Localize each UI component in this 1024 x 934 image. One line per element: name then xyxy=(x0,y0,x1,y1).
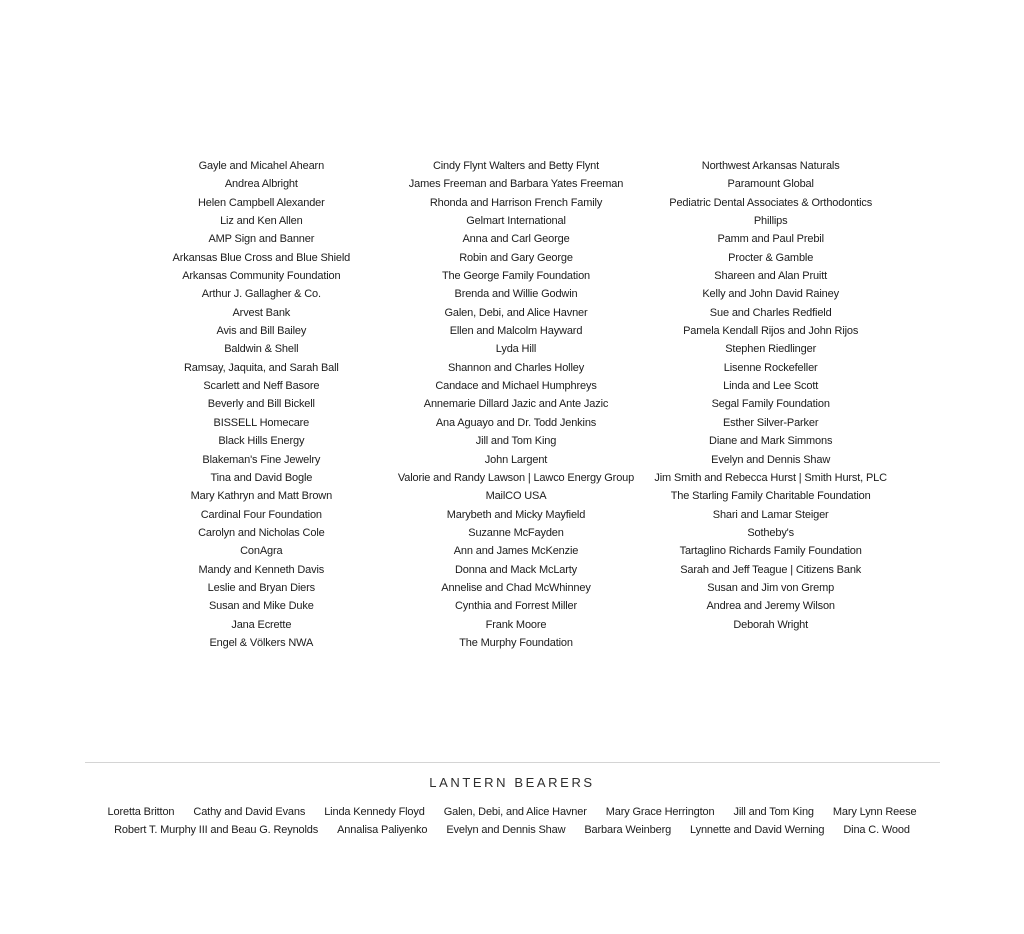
donor-name: Brenda and Willie Godwin xyxy=(454,288,578,301)
donor-name: Segal Family Foundation xyxy=(711,398,830,411)
donor-name: Scarlett and Neff Basore xyxy=(203,380,320,393)
lantern-bearer-name: Dina C. Wood xyxy=(843,824,910,837)
donor-name: Baldwin & Shell xyxy=(224,343,299,356)
donor-name: Gelmart International xyxy=(466,215,566,228)
donor-name: Suzanne McFayden xyxy=(468,526,564,539)
donor-name: The George Family Foundation xyxy=(441,270,591,283)
donor-column-3 xyxy=(643,157,898,652)
donor-name: Sarah and Jeff Teague | Citizens Bank xyxy=(680,563,862,576)
donor-name: MailCO USA xyxy=(485,490,547,503)
donor-name: Valorie and Randy Lawson | Lawco Energy Group xyxy=(397,471,635,484)
donor-name: The Starling Family Charitable Foundation xyxy=(670,490,871,503)
donor-name: Galen, Debi, and Alice Havner xyxy=(444,306,588,319)
donor-name: Stephen Riedlinger xyxy=(725,343,817,356)
donor-name: Candace and Michael Humphreys xyxy=(435,380,597,393)
donor-name: Gayle and Micahel Ahearn xyxy=(198,160,325,172)
donor-name: Jim Smith and Rebecca Hurst | Smith Hurst, PLC xyxy=(654,471,887,484)
donor-name: Carolyn and Nicholas Cole xyxy=(198,526,325,539)
section-divider xyxy=(85,762,940,763)
donor-name: AMP Sign and Banner xyxy=(208,233,315,246)
lantern-bearer-name: Linda Kennedy Floyd xyxy=(324,806,425,818)
donor-name: Susan and Mike Duke xyxy=(208,600,314,613)
donor-column-2 xyxy=(389,157,644,652)
donor-name: Marybeth and Micky Mayfield xyxy=(446,508,586,521)
donor-name: Lyda Hill xyxy=(495,343,537,356)
donor-name: Phillips xyxy=(753,215,788,228)
donor-name: Annelise and Chad McWhinney xyxy=(441,581,591,594)
donor-name: Arvest Bank xyxy=(232,306,291,319)
donor-name: Sotheby's xyxy=(747,526,794,539)
lantern-bearer-name: Robert T. Murphy III and Beau G. Reynolds xyxy=(114,824,319,837)
lantern-bearer-name: Evelyn and Dennis Shaw xyxy=(446,824,566,837)
donor-name: Beverly and Bill Bickell xyxy=(207,398,315,411)
donor-name: Mandy and Kenneth Davis xyxy=(198,563,325,576)
donor-name: Shari and Lamar Steiger xyxy=(712,508,829,521)
lantern-bearers-list xyxy=(0,803,1024,840)
donor-name: Ann and James McKenzie xyxy=(453,545,579,558)
donor-column-1 xyxy=(134,157,389,652)
donor-name: Deborah Wright xyxy=(733,618,809,631)
donor-name: Procter & Gamble xyxy=(728,251,814,264)
donor-name: Ana Aguayo and Dr. Todd Jenkins xyxy=(435,416,597,429)
donor-name: Sue and Charles Redfield xyxy=(709,306,832,319)
donor-name: Cardinal Four Foundation xyxy=(200,508,322,521)
donor-name: Robin and Gary George xyxy=(459,251,573,264)
donor-name: Jana Ecrette xyxy=(231,618,292,631)
donor-name: Black Hills Energy xyxy=(218,435,305,448)
lantern-bearer-name: Jill and Tom King xyxy=(733,806,814,818)
donor-name: Evelyn and Dennis Shaw xyxy=(711,453,831,466)
donor-name: Andrea Albright xyxy=(224,178,298,191)
donor-name: Pamela Kendall Rijos and John Rijos xyxy=(683,325,859,338)
donor-name: Lisenne Rockefeller xyxy=(723,361,818,374)
lantern-bearer-name: Annalisa Paliyenko xyxy=(337,824,428,837)
donor-name: Engel & Völkers NWA xyxy=(209,636,314,649)
donor-name: Mary Kathryn and Matt Brown xyxy=(190,490,333,503)
donor-name: Frank Moore xyxy=(485,618,547,631)
lantern-bearers-row-2 xyxy=(0,821,1024,839)
lantern-bearer-name: Cathy and David Evans xyxy=(193,806,306,818)
donor-name: Pediatric Dental Associates & Orthodontics xyxy=(669,196,873,209)
donor-name: Blakeman's Fine Jewelry xyxy=(202,453,321,466)
donor-name: Liz and Ken Allen xyxy=(220,215,303,228)
donor-name: Susan and Jim von Gremp xyxy=(707,581,835,594)
donor-name: Rhonda and Harrison French Family xyxy=(429,196,603,209)
donor-name: Helen Campbell Alexander xyxy=(198,196,325,209)
lantern-bearer-name: Galen, Debi, and Alice Havner xyxy=(443,806,587,818)
donor-name: Annemarie Dillard Jazic and Ante Jazic xyxy=(423,398,609,411)
donor-name: Diane and Mark Simmons xyxy=(709,435,833,448)
donor-name: Arthur J. Gallagher & Co. xyxy=(201,288,321,301)
donor-name: Leslie and Bryan Diers xyxy=(207,581,316,594)
donor-name: Linda and Lee Scott xyxy=(723,380,819,393)
donor-name: The Murphy Foundation xyxy=(459,636,573,649)
donor-name: Donna and Mack McLarty xyxy=(454,563,578,576)
lantern-bearer-name: Barbara Weinberg xyxy=(584,824,672,837)
donor-name: Ramsay, Jaquita, and Sarah Ball xyxy=(183,361,339,374)
donor-name: Cindy Flynt Walters and Betty Flynt xyxy=(432,160,600,172)
donor-name: BISSELL Homecare xyxy=(213,416,310,429)
lantern-bearer-name: Mary Lynn Reese xyxy=(832,806,917,818)
lantern-bearers-row-1 xyxy=(0,803,1024,821)
donor-name: James Freeman and Barbara Yates Freeman xyxy=(408,178,624,191)
donor-name: Cynthia and Forrest Miller xyxy=(454,600,578,613)
donor-name: Tartaglino Richards Family Foundation xyxy=(679,545,862,558)
donor-name: Shareen and Alan Pruitt xyxy=(714,270,828,283)
donor-name: Esther Silver-Parker xyxy=(722,416,819,429)
donor-name: Arkansas Community Foundation xyxy=(182,270,341,283)
donor-name: Paramount Global xyxy=(727,178,814,191)
donor-name: Arkansas Blue Cross and Blue Shield xyxy=(172,251,351,264)
lantern-bearer-name: Lynnette and David Werning xyxy=(690,824,825,837)
donor-list xyxy=(134,157,898,652)
lantern-bearers-title: LANTERN BEARERS xyxy=(429,775,595,790)
donor-name: Ellen and Malcolm Hayward xyxy=(449,325,583,338)
donor-name: Jill and Tom King xyxy=(475,435,557,448)
donor-name: Tina and David Bogle xyxy=(210,471,313,484)
donor-name: Avis and Bill Bailey xyxy=(216,325,307,338)
donor-name: Shannon and Charles Holley xyxy=(447,361,585,374)
lantern-bearer-name: Mary Grace Herrington xyxy=(605,806,715,818)
donor-name: John Largent xyxy=(484,453,548,466)
donor-name: Andrea and Jeremy Wilson xyxy=(706,600,835,613)
donor-name: ConAgra xyxy=(240,545,283,558)
lantern-bearer-name: Loretta Britton xyxy=(107,806,175,818)
donor-name: Anna and Carl George xyxy=(462,233,570,246)
donor-name: Kelly and John David Rainey xyxy=(702,288,839,301)
donor-name: Pamm and Paul Prebil xyxy=(717,233,824,246)
donor-name: Northwest Arkansas Naturals xyxy=(701,160,840,172)
